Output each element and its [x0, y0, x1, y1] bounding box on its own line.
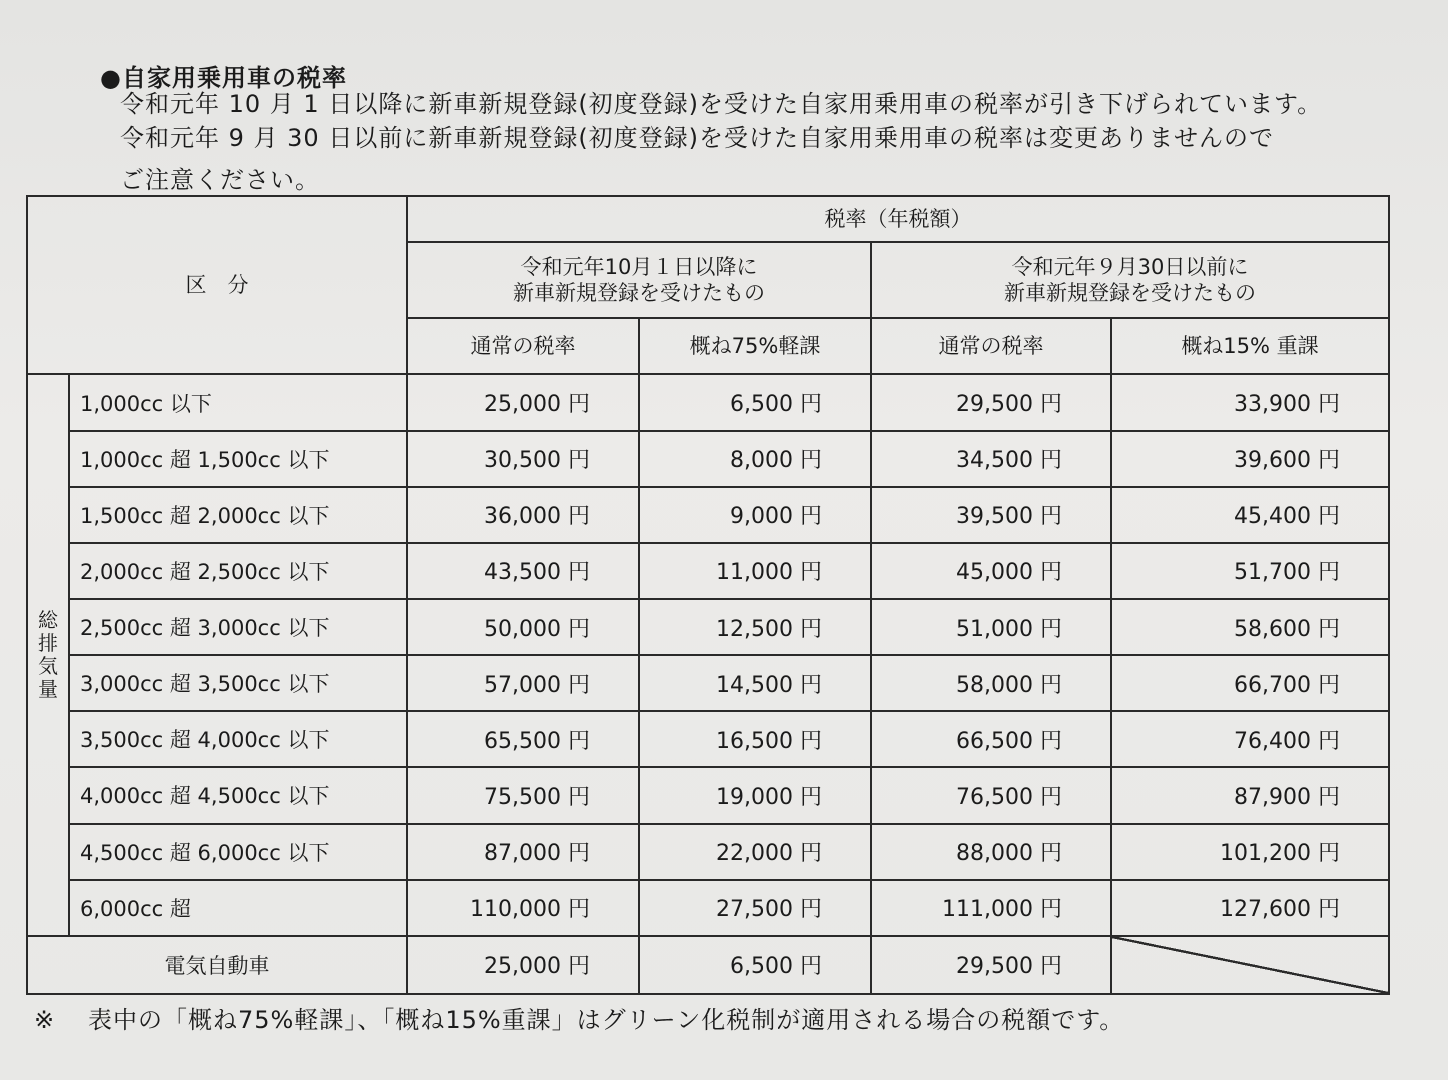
- cell-after-reduced: 27,500 円: [639, 880, 871, 936]
- group-header-after: [407, 242, 871, 318]
- cell-before-normal: 76,500 円: [871, 767, 1111, 823]
- cell-after-normal: 75,500 円: [407, 767, 639, 823]
- cell-after-reduced: 12,500 円: [639, 599, 871, 655]
- tax-rate-header: 税率（年税額）: [407, 196, 1389, 242]
- cell-before-heavy: 66,700 円: [1111, 655, 1389, 711]
- cell-before-normal: 66,500 円: [871, 711, 1111, 767]
- cell-ev-before-normal: 29,500 円: [871, 936, 1111, 994]
- cell-after-normal: 25,000 円: [407, 374, 639, 430]
- table-row: [27, 431, 1389, 487]
- group-header-before-text: 令和元年９月30日以前に 新車新規登録を受けたもの: [1004, 254, 1256, 306]
- vertical-label-char: 総: [38, 608, 58, 633]
- cell-before-heavy: 33,900 円: [1111, 374, 1389, 430]
- cell-before-heavy: 101,200 円: [1111, 824, 1389, 880]
- cell-before-heavy: 45,400 円: [1111, 487, 1389, 543]
- cell-after-normal: 36,000 円: [407, 487, 639, 543]
- row-category: 4,500cc 超 6,000cc 以下: [69, 824, 407, 880]
- cell-before-normal: 51,000 円: [871, 599, 1111, 655]
- table-row: [27, 599, 1389, 655]
- row-category: 1,000cc 超 1,500cc 以下: [69, 431, 407, 487]
- footnote: [34, 1000, 1124, 1035]
- cell-before-normal: 34,500 円: [871, 431, 1111, 487]
- table-row: [27, 543, 1389, 599]
- cell-before-heavy: 58,600 円: [1111, 599, 1389, 655]
- cell-before-normal: 45,000 円: [871, 543, 1111, 599]
- cell-before-heavy: 127,600 円: [1111, 880, 1389, 936]
- row-category: 1,000cc 以下: [69, 374, 407, 430]
- cell-before-heavy: 51,700 円: [1111, 543, 1389, 599]
- cell-before-normal: 39,500 円: [871, 487, 1111, 543]
- cell-after-reduced: 9,000 円: [639, 487, 871, 543]
- group-header-after-text: 令和元年10月１日以降に 新車新規登録を受けたもの: [513, 254, 765, 306]
- cell-after-normal: 57,000 円: [407, 655, 639, 711]
- group-header-before: [871, 242, 1389, 318]
- section-heading: ●自家用乗用車の税率: [100, 64, 347, 92]
- col-header-before-heavy: 概ね15% 重課: [1111, 318, 1389, 374]
- cell-after-normal: 65,500 円: [407, 711, 639, 767]
- table-row: [27, 824, 1389, 880]
- table-row: [27, 374, 1389, 430]
- cell-after-normal: 43,500 円: [407, 543, 639, 599]
- cell-after-normal: 30,500 円: [407, 431, 639, 487]
- row-category: 3,000cc 超 3,500cc 以下: [69, 655, 407, 711]
- col-header-after-reduced: 概ね75%軽課: [639, 318, 871, 374]
- cell-after-reduced: 6,500 円: [639, 374, 871, 430]
- cell-ev-after-normal: 25,000 円: [407, 936, 639, 994]
- row-category: 3,500cc 超 4,000cc 以下: [69, 711, 407, 767]
- table-row: [27, 880, 1389, 936]
- cell-ev-after-reduced: 6,500 円: [639, 936, 871, 994]
- vertical-label-char: 量: [38, 677, 58, 702]
- table-header-row-1: [27, 196, 1389, 242]
- row-category: 4,000cc 超 4,500cc 以下: [69, 767, 407, 823]
- category-header: 区 分: [27, 196, 407, 374]
- col-header-before-normal: 通常の税率: [871, 318, 1111, 374]
- col-header-after-normal: 通常の税率: [407, 318, 639, 374]
- cell-before-heavy: 39,600 円: [1111, 431, 1389, 487]
- row-category: 2,000cc 超 2,500cc 以下: [69, 543, 407, 599]
- table-row: [27, 711, 1389, 767]
- cell-before-heavy: 76,400 円: [1111, 711, 1389, 767]
- vertical-label-char: 排: [38, 631, 58, 656]
- table-row: [27, 655, 1389, 711]
- table-row-ev: [27, 936, 1389, 994]
- cell-after-reduced: 16,500 円: [639, 711, 871, 767]
- row-category: 6,000cc 超: [69, 880, 407, 936]
- cell-before-normal: 29,500 円: [871, 374, 1111, 430]
- intro-line-3: ご注意ください。: [120, 166, 320, 194]
- intro-line-1: 令和元年 10 月 1 日以降に新車新規登録(初度登録)を受けた自家用乗用車の税率が引き下げられています。: [120, 90, 1323, 118]
- cell-after-reduced: 8,000 円: [639, 431, 871, 487]
- row-category: 1,500cc 超 2,000cc 以下: [69, 487, 407, 543]
- cell-after-reduced: 11,000 円: [639, 543, 871, 599]
- cell-after-normal: 50,000 円: [407, 599, 639, 655]
- cell-after-reduced: 14,500 円: [639, 655, 871, 711]
- table-row: [27, 767, 1389, 823]
- cell-after-reduced: 22,000 円: [639, 824, 871, 880]
- footnote-text: 表中の「概ね75%軽課」、「概ね15%重課」はグリーン化税制が適用される場合の税額です。: [88, 1006, 1125, 1034]
- tax-rate-table: [26, 195, 1390, 995]
- cell-before-heavy: 87,900 円: [1111, 767, 1389, 823]
- cell-before-normal: 58,000 円: [871, 655, 1111, 711]
- vertical-label-char: 気: [38, 654, 58, 679]
- row-category-ev: 電気自動車: [27, 936, 407, 994]
- footnote-mark: ※: [34, 1006, 56, 1034]
- cell-after-reduced: 19,000 円: [639, 767, 871, 823]
- cell-before-normal: 111,000 円: [871, 880, 1111, 936]
- vertical-label-displacement: [27, 374, 69, 935]
- cell-after-normal: 110,000 円: [407, 880, 639, 936]
- cell-ev-not-applicable: [1111, 936, 1389, 994]
- intro-line-2: 令和元年 9 月 30 日以前に新車新規登録(初度登録)を受けた自家用乗用車の税率は変更ありませんので: [120, 124, 1275, 152]
- cell-after-normal: 87,000 円: [407, 824, 639, 880]
- table-row: [27, 487, 1389, 543]
- cell-before-normal: 88,000 円: [871, 824, 1111, 880]
- row-category: 2,500cc 超 3,000cc 以下: [69, 599, 407, 655]
